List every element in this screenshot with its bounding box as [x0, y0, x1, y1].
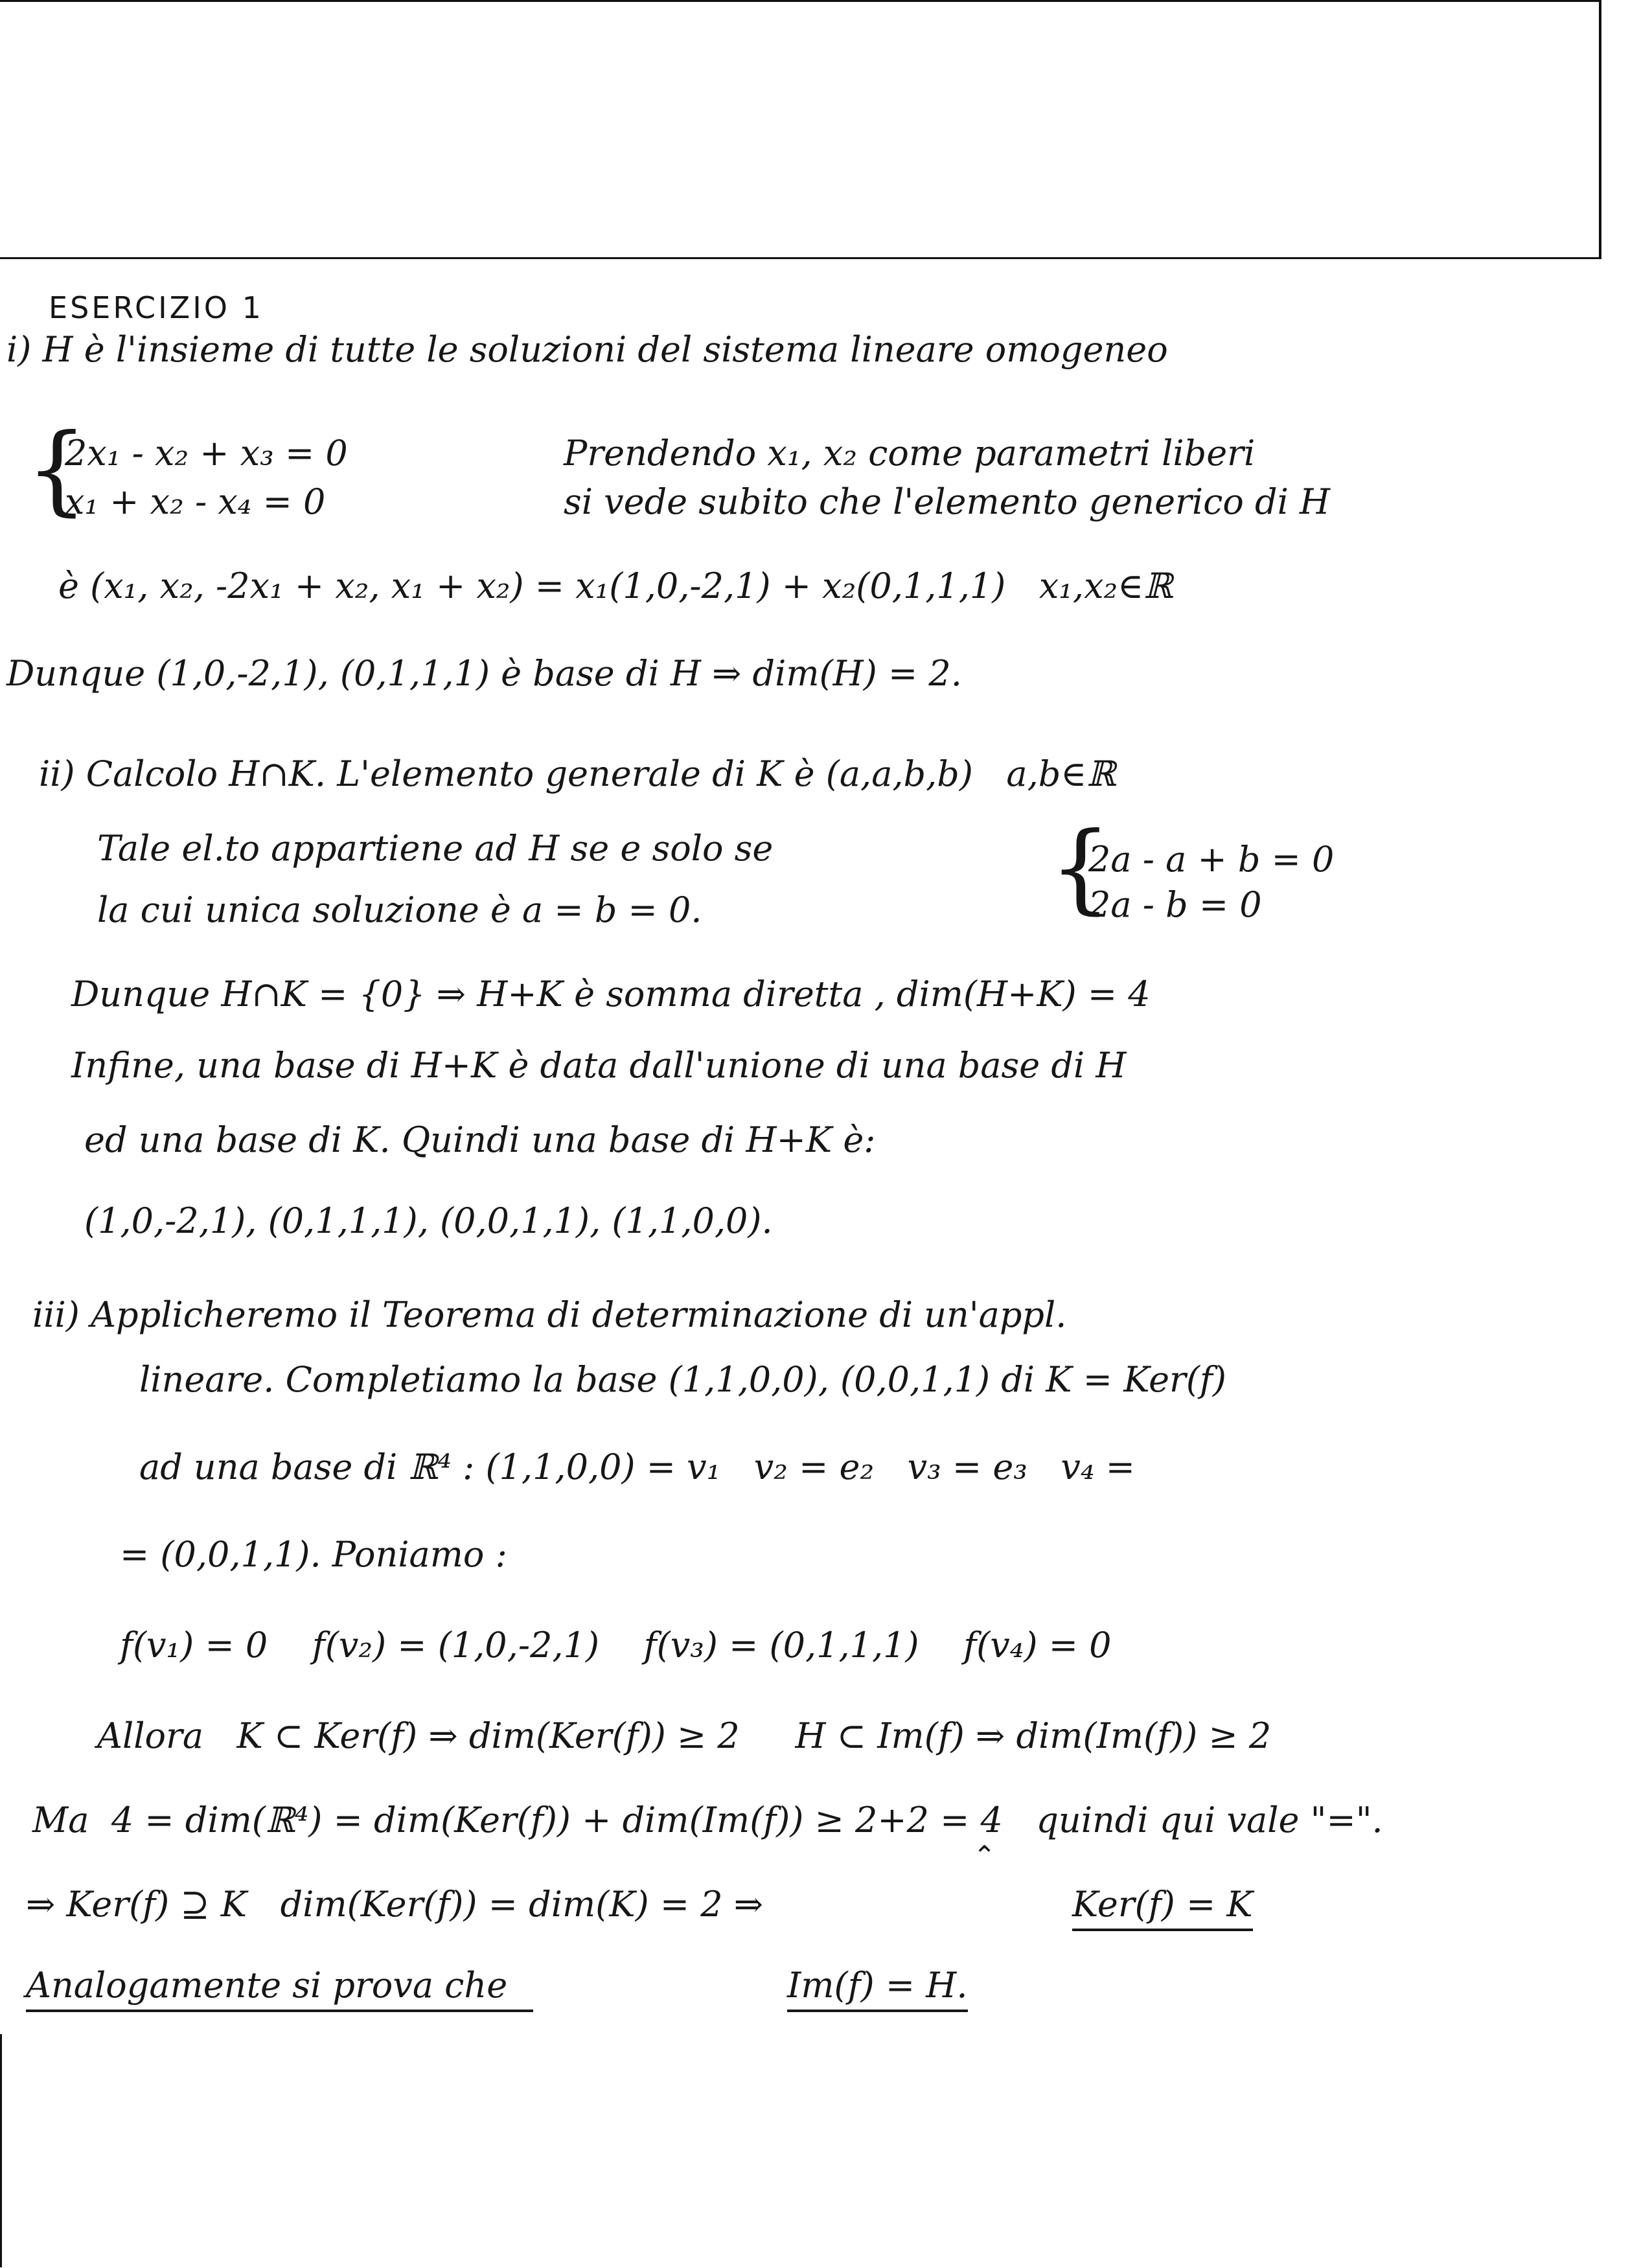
text-line-20: ⇒ Ker(f) ⊇ K dim(Ker(f)) = dim(K) = 2 ⇒: [26, 1884, 764, 1925]
text-line-10: Infine, una base di H+K è data dall'unione di una base di H: [71, 1045, 1127, 1086]
top-border-box: [0, 0, 1601, 259]
text-line-17: f(v₁) = 0 f(v₂) = (1,0,-2,1) f(v₃) = (0,1,1,1) f(v₄) = 0: [120, 1625, 1112, 1666]
text-line-9: Dunque H∩K = {0} ⇒ H+K è somma diretta , dim(H+K) = 4: [71, 974, 1151, 1014]
underlined-result-ker: Ker(f) = K: [1072, 1882, 1253, 1931]
text-line-3: si vede subito che l'elemento generico di H: [564, 481, 1331, 522]
text-line-7: Tale el.to appartiene ad H se e solo se: [97, 828, 774, 869]
text-line-16: = (0,0,1,1). Poniamo :: [120, 1534, 507, 1575]
text-line-11: ed una base di K. Quindi una base di H+K è:: [84, 1119, 876, 1160]
text-line-6: ii) Calcolo H∩K. L'elemento generale di K è (a,a,b,b) a,b∈ℝ: [39, 753, 1116, 794]
text-line-15: ad una base di ℝ⁴ : (1,1,0,0) = v₁ v₂ = e₂ v₃ = e₃ v₄ =: [139, 1447, 1135, 1487]
exercise-heading: ESERCIZIO 1: [49, 290, 264, 325]
text-line-18: Allora K ⊂ Ker(f) ⇒ dim(Ker(f)) ≥ 2 H ⊂ Im(f) ⇒ dim(Im(f)) ≥ 2: [97, 1715, 1272, 1756]
text-line-1: i) H è l'insieme di tutte le soluzioni del sistema lineare omogeneo: [6, 329, 1168, 370]
text-line-12: (1,0,-2,1), (0,1,1,1), (0,0,1,1), (1,1,0,0).: [84, 1200, 773, 1241]
text-line-14: lineare. Completiamo la base (1,1,0,0), (0,0,1,1) di K = Ker(f): [139, 1359, 1226, 1400]
text-line-19: Ma 4 = dim(ℝ⁴) = dim(Ker(f)) + dim(Im(f)) ≥ 2+2 = 4 quindi qui vale "=".: [32, 1800, 1383, 1840]
text-line-2: Prendendo x₁, x₂ come parametri liberi: [564, 433, 1256, 474]
text-line-13: iii) Applicheremo il Teorema di determinazione di un'appl.: [32, 1294, 1067, 1335]
system-eq-1: 2x₁ - x₂ + x₃ = 0: [65, 433, 348, 474]
system-brace-2: {: [1050, 812, 1112, 924]
system-eq-3: 2a - a + b = 0: [1088, 839, 1335, 880]
text-line-8: la cui unica soluzione è a = b = 0.: [97, 889, 702, 930]
caret-mark: ⌃: [973, 1840, 996, 1872]
underlined-result-im: Im(f) = H.: [787, 1963, 968, 2012]
text-line-5: Dunque (1,0,-2,1), (0,1,1,1) è base di H ⇒ dim(H) = 2.: [6, 653, 962, 694]
text-line-4: è (x₁, x₂, -2x₁ + x₂, x₁ + x₂) = x₁(1,0,-2,1) + x₂(0,1,1,1) x₁,x₂∈ℝ: [58, 566, 1173, 606]
left-edge-mark: [0, 2034, 2, 2267]
system-eq-4: 2a - b = 0: [1088, 884, 1262, 925]
system-eq-2: x₁ + x₂ - x₄ = 0: [65, 481, 326, 522]
system-brace-1: {: [26, 413, 88, 526]
text-line-21: Analogamente si prova che: [26, 1963, 533, 2012]
